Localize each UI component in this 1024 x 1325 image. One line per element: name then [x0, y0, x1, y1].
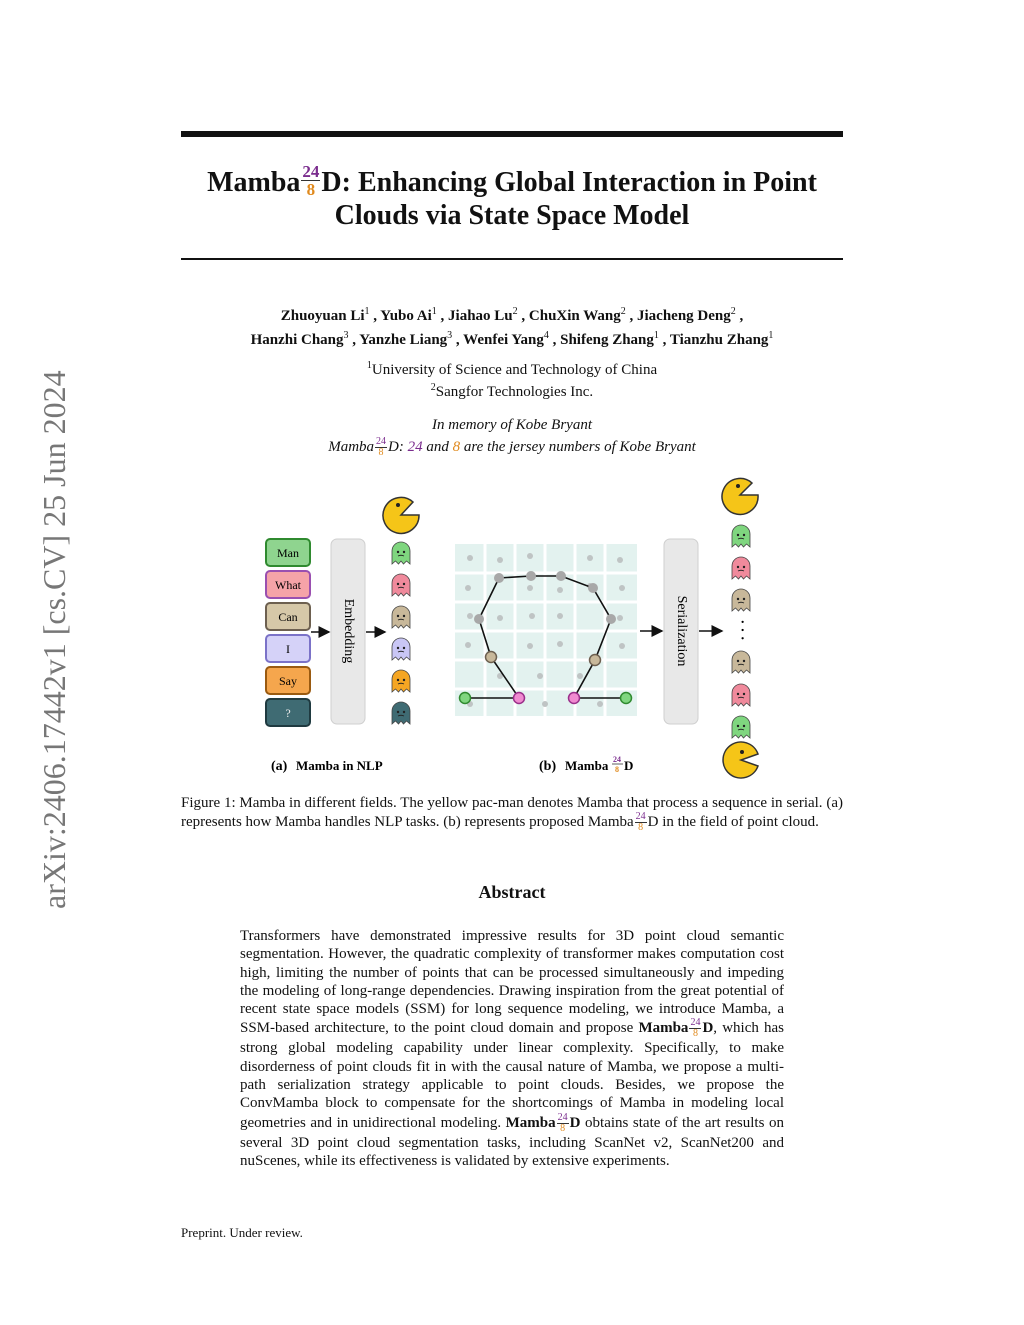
number-24: 24	[407, 439, 423, 455]
frac-denominator: 8	[306, 180, 316, 200]
author: Wenfei Yang	[463, 332, 544, 348]
frac-denominator: 8	[378, 447, 384, 459]
token-man	[266, 539, 310, 566]
frac-numerator: 24	[635, 811, 646, 822]
dedication	[181, 414, 843, 458]
token-label: I	[286, 642, 290, 656]
ghost-icon	[392, 638, 410, 660]
caption-text: D in the field of point cloud.	[647, 813, 819, 830]
caption-text: Figure 1: Mamba in different fields. The yellow pac-man denotes Mamba that process a sequence in serial. (a) represents how Mamba handles NLP tasks. (b) represents proposed Mamba	[181, 795, 843, 830]
title-suffix: D: Enhancing Global Interaction in Point	[321, 167, 817, 198]
subfig-a-tag: (a)	[271, 759, 288, 774]
ghost-icon	[392, 542, 410, 564]
frac-numerator: 24	[302, 162, 320, 182]
author: ChuXin Wang	[528, 308, 621, 324]
title-prefix: Mamba	[207, 167, 301, 198]
author-affil-mark: 2	[512, 306, 518, 317]
ghost-icon	[392, 702, 410, 724]
author: Hanzhi Chang	[250, 332, 344, 348]
frac-numerator: 24	[376, 436, 387, 448]
token-say	[266, 667, 310, 694]
abstract-text: obtains state of the art results on several 3D point cloud segmentation tasks, including ScanNet v2, ScanNet200 and nuScenes, while its effectiveness is validated by extensive experiments.	[240, 1114, 784, 1169]
affiliations	[181, 357, 843, 401]
token-label: What	[275, 578, 301, 592]
author-affil-mark: 2	[730, 306, 736, 317]
author-affil-mark: 1	[364, 306, 370, 317]
subfig-b-frac-num: 24	[613, 755, 621, 764]
affiliation: Sangfor Technologies Inc.	[435, 384, 594, 400]
subfig-a-caption: Mamba in NLP	[296, 758, 383, 773]
pacman-eye	[740, 750, 744, 754]
caption-fraction	[635, 812, 647, 833]
token-i	[266, 635, 310, 662]
serialization-label: Serialization	[673, 595, 689, 667]
author-affil-mark: 4	[543, 330, 549, 341]
token-what	[266, 571, 310, 598]
author-list: Zhuoyuan Li$^1$ , Yubo Ai$^1$ , Jiahao Lu$^2$ , ChuXin Wang$^2$ , Jiacheng Deng$^2$ , Hanzhi Chang$^3$ , Yanzhe Liang$^3$ , Wenfei Yang$^4$ , Shifeng Zhang$^1$ , Tianzhu Zhang$^1$	[250, 306, 774, 348]
subfig-b-suffix: D	[624, 758, 634, 773]
dedication-text: and	[422, 439, 453, 455]
dedication-text: D:	[388, 439, 408, 455]
ghost-icon	[392, 574, 410, 596]
author-affil-mark: 1	[768, 330, 774, 341]
dedication-line: In memory of Kobe Bryant	[432, 417, 592, 433]
abstract-bold: Mamba	[505, 1114, 556, 1131]
author: Shifeng Zhang	[560, 332, 654, 348]
preprint-footer: Preprint. Under review.	[181, 1225, 303, 1240]
frac-denominator: 8	[692, 1028, 698, 1040]
dedication-text: are the jersey numbers of Kobe Bryant	[460, 439, 696, 455]
title-line2: Clouds via State Space Model	[334, 200, 690, 231]
pacman-icon	[722, 478, 758, 514]
abstract-body	[240, 927, 784, 1170]
author: Tianzhu Zhang	[669, 332, 769, 348]
dedication-prefix: Mamba	[328, 439, 375, 455]
abstract-text: Transformers have demonstrated impressive results for 3D point cloud semantic segmentation. However, the quadratic complexity of transformer makes computation cost high, limiting the number of points that can be processed simultaneously and impeding the modeling of long-range dependencies. Drawing inspiration from the great potential of recent state space models (SSM) for long sequence modeling, we introduce Mamba, a SSM-based architecture, to the point cloud domain and propose	[240, 928, 784, 1037]
frac-denominator: 8	[560, 1122, 566, 1134]
abstract-fraction	[557, 1113, 569, 1134]
ghost-icon	[732, 651, 750, 673]
token-label: ?	[285, 706, 291, 720]
ghost-icon	[732, 716, 750, 738]
author: Yanzhe Liang	[359, 332, 448, 348]
abstract-bold: D	[702, 1020, 714, 1037]
embedding-label: Embedding	[340, 598, 356, 664]
subfig-b-caption: Mamba	[565, 758, 609, 773]
token-label: Say	[279, 674, 297, 688]
token-question	[266, 699, 310, 726]
paper-title	[181, 162, 843, 232]
ghost-icon	[732, 684, 750, 706]
pacman-icon	[723, 742, 758, 778]
pacman-eye	[396, 503, 400, 507]
author-affil-mark: 3	[447, 330, 453, 341]
ghost-icon	[732, 525, 750, 547]
ellipsis: · · ·	[734, 619, 749, 641]
frac-numerator: 24	[557, 1111, 568, 1123]
author: Yubo Ai	[380, 308, 432, 324]
ghost-icon	[732, 589, 750, 611]
author-affil-mark: 1	[431, 306, 437, 317]
author: Jiacheng Deng	[637, 308, 731, 324]
author-affil-mark: 2	[620, 306, 626, 317]
author-affil-mark: 1	[653, 330, 659, 341]
frac-denominator: 8	[638, 822, 644, 833]
title-bottom-rule	[181, 258, 843, 260]
affiliation: University of Science and Technology of China	[371, 362, 658, 378]
author: Zhuoyuan Li	[280, 308, 365, 324]
pacman-icon	[383, 497, 419, 533]
ghost-icon	[732, 557, 750, 579]
affil-mark: 2	[430, 382, 436, 393]
ghost-icon	[392, 670, 410, 692]
abstract-heading: Abstract	[478, 882, 546, 902]
subfig-b-frac-den: 8	[615, 765, 619, 774]
frac-numerator: 24	[690, 1017, 701, 1029]
token-list	[266, 539, 310, 726]
token-label: Man	[277, 546, 299, 560]
abstract-bold: D	[569, 1114, 581, 1131]
serialization-block	[664, 539, 698, 724]
title-fraction	[301, 163, 320, 198]
embedding-block	[331, 539, 365, 724]
ghost-icon	[392, 606, 410, 628]
author-affil-mark: 3	[343, 330, 349, 341]
number-8: 8	[452, 439, 461, 455]
subfig-b-tag: (b)	[539, 759, 557, 774]
dedication-fraction	[375, 437, 387, 458]
arxiv-stamp: arXiv:2406.17442v1 [cs.CV] 25 Jun 2024	[36, 370, 72, 909]
token-label: Can	[278, 610, 298, 624]
abstract-fraction	[689, 1018, 701, 1039]
pacman-eye	[736, 484, 740, 488]
title-top-rule	[181, 131, 843, 137]
affil-mark: 1	[366, 360, 372, 371]
figure-caption	[181, 794, 843, 833]
token-can	[266, 603, 310, 630]
abstract-text: , which has strong global modeling capability under linear complexity. Specifically, to make disorderness of point clouds fit in with the causal nature of Mamba, we propose a multi-path serialization strategy applicable to point clouds. Besides, we propose the ConvMamba block to compensate for the shortcomings of Mamba in modeling local geometries and in unidirectional modeling.	[240, 1020, 785, 1131]
author: Jiahao Lu	[448, 308, 513, 324]
figure-1	[0, 470, 1024, 790]
abstract-bold: Mamba	[638, 1020, 689, 1037]
